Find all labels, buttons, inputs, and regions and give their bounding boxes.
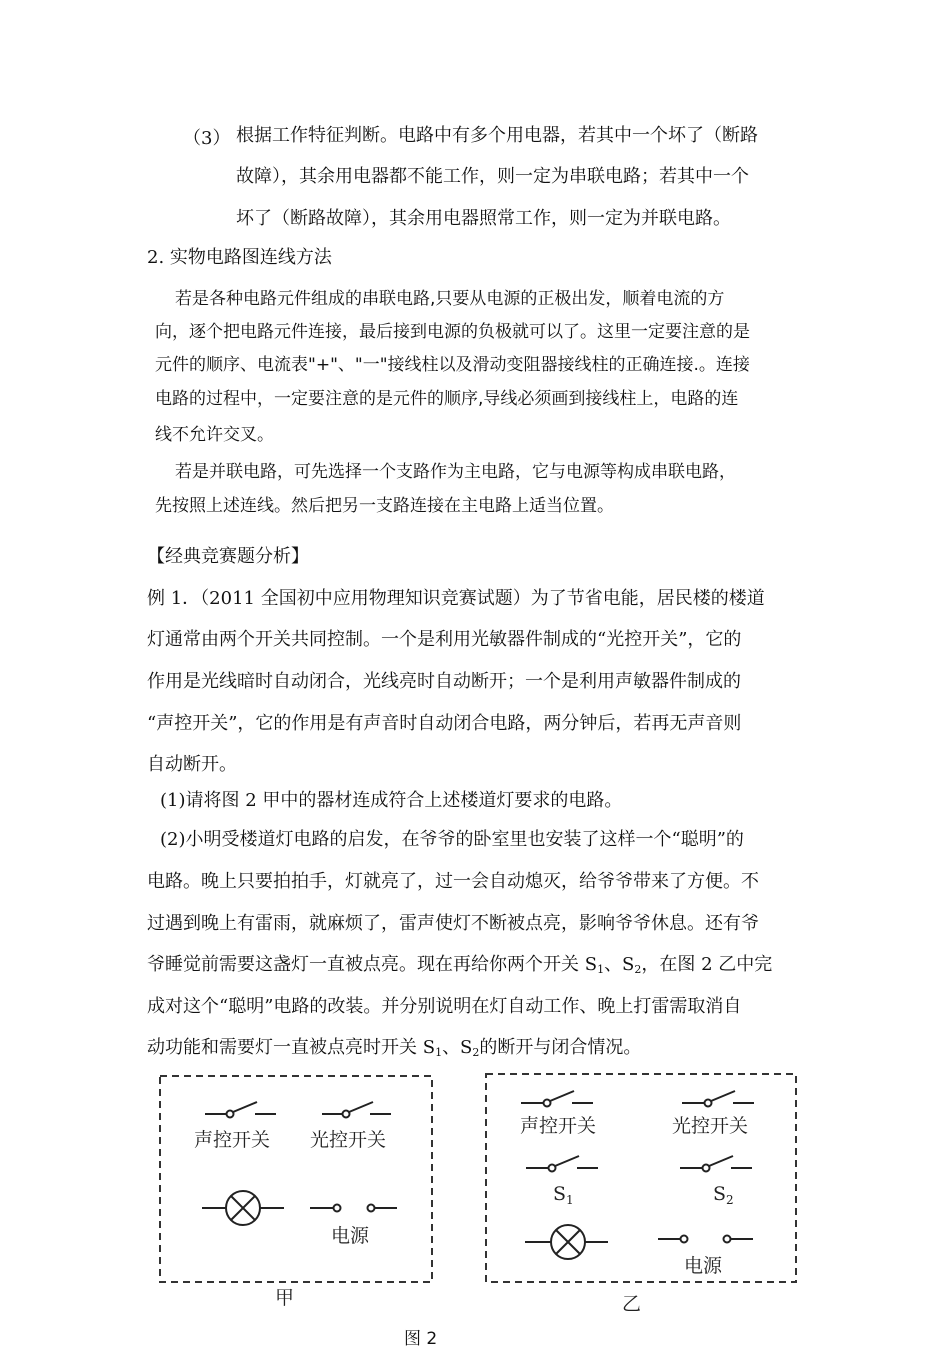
example-line-4: “声控开关”，它的作用是有声音时自动闭合电路，两分钟后，若再无声音则 bbox=[147, 713, 742, 734]
para2-line-1: 若是并联电路，可先选择一个支路作为主电路，它与电源等构成串联电路， bbox=[175, 462, 736, 482]
s1-switch-symbol bbox=[526, 1156, 598, 1172]
analysis-heading: 【经典竞赛题分析】 bbox=[147, 546, 309, 567]
light-switch-label: 光控开关 bbox=[672, 1115, 749, 1137]
criterion-number: （3） bbox=[183, 128, 231, 149]
power-label: 电源 bbox=[684, 1255, 723, 1277]
example-line-5: 自动断开。 bbox=[147, 754, 237, 775]
q2-line-1: (2)小明受楼道灯电路的启发，在爷爷的卧室里也安装了这样一个“聪明”的 bbox=[160, 829, 744, 850]
q2-line-4: 爷睡觉前需要这盏灯一直被点亮。现在再给你两个开关 $S_1$、$S_2$，在图 2 乙中完 bbox=[147, 954, 773, 976]
light-switch-symbol bbox=[322, 1102, 391, 1118]
lamp-symbol bbox=[202, 1191, 284, 1225]
para2-line-2: 先按照上述连线。然后把另一支路连接在主电路上适当位置。 bbox=[155, 496, 614, 516]
para1-line-5: 线不允许交叉。 bbox=[155, 425, 274, 445]
section-heading: 2. 实物电路图连线方法 bbox=[147, 247, 332, 268]
para1-line-3: 元件的顺序、电流表"+"、"一"接线柱以及滑动变阻器接线柱的正确连接.。连接 bbox=[155, 355, 750, 375]
light-switch-label: 光控开关 bbox=[310, 1129, 387, 1151]
figure-yi bbox=[478, 1066, 808, 1318]
s2-switch-symbol bbox=[680, 1156, 752, 1172]
sound-switch-symbol bbox=[521, 1091, 593, 1107]
power-source-symbol bbox=[658, 1236, 753, 1243]
q2-line-6: 动功能和需要灯一直被点亮时开关 $S_1$、$S_2$的断开与闭合情况。 bbox=[147, 1037, 642, 1059]
s1-label: $S_1$ bbox=[553, 1183, 574, 1207]
figure-yi-label: 乙 bbox=[622, 1293, 642, 1315]
figure-caption: 图 2 bbox=[404, 1329, 438, 1349]
s2-label: $S_2$ bbox=[713, 1183, 734, 1207]
power-source-symbol bbox=[310, 1205, 397, 1212]
figure-jia bbox=[150, 1068, 450, 1316]
sound-switch-label: 声控开关 bbox=[194, 1129, 271, 1151]
q2-line-3: 过遇到晚上有雷雨，就麻烦了，雷声使灯不断被点亮，影响爷爷休息。还有爷 bbox=[147, 913, 759, 934]
example-line-1: 例 1．（2011 全国初中应用物理知识竞赛试题）为了节省电能，居民楼的楼道 bbox=[147, 588, 765, 609]
figure-jia-label: 甲 bbox=[275, 1287, 295, 1309]
example-line-2: 灯通常由两个开关共同控制。一个是利用光敏器件制成的“光控开关”，它的 bbox=[147, 629, 742, 650]
question-1: (1)请将图 2 甲中的器材连成符合上述楼道灯要求的电路。 bbox=[160, 790, 623, 811]
criterion-line-1: 根据工作特征判断。电路中有多个用电器，若其中一个坏了（断路 bbox=[236, 125, 758, 146]
para1-line-2: 向，逐个把电路元件连接，最后接到电源的负极就可以了。这里一定要注意的是 bbox=[155, 322, 750, 342]
lamp-symbol bbox=[525, 1225, 608, 1259]
sound-switch-label: 声控开关 bbox=[520, 1115, 597, 1137]
example-line-3: 作用是光线暗时自动闭合，光线亮时自动断开；一个是利用声敏器件制成的 bbox=[147, 671, 741, 692]
q2-line-5: 成对这个“聪明”电路的改装。并分别说明在灯自动工作、晚上打雷需取消自 bbox=[147, 996, 742, 1017]
q2-line-2: 电路。晚上只要拍拍手，灯就亮了，过一会自动熄灭，给爷爷带来了方便。不 bbox=[147, 871, 759, 892]
light-switch-symbol bbox=[682, 1091, 754, 1107]
criterion-line-3: 坏了（断路故障），其余用电器照常工作，则一定为并联电路。 bbox=[236, 208, 731, 229]
para1-line-4: 电路的过程中，一定要注意的是元件的顺序,导线必须画到接线柱上，电路的连 bbox=[155, 389, 739, 409]
para1-line-1: 若是各种电路元件组成的串联电路,只要从电源的正极出发，顺着电流的方 bbox=[175, 289, 725, 309]
sound-switch-symbol bbox=[205, 1102, 276, 1118]
power-label: 电源 bbox=[331, 1225, 370, 1247]
criterion-line-2: 故障），其余用电器都不能工作，则一定为串联电路；若其中一个 bbox=[236, 166, 749, 187]
